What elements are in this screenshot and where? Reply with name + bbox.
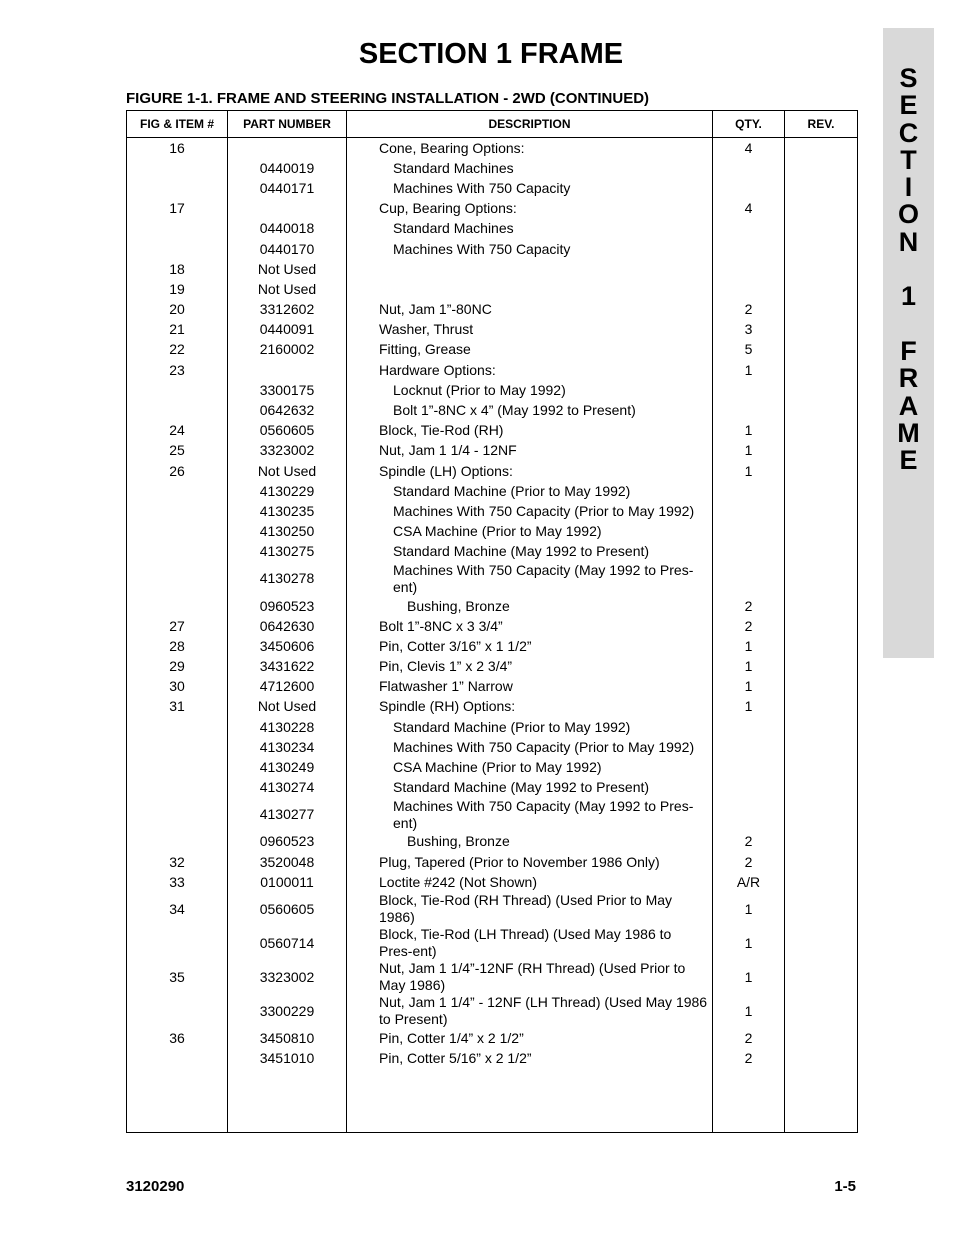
table-row [127, 616, 858, 636]
rev-cell [785, 138, 858, 159]
part-number-cell: 4130274 [228, 778, 347, 798]
item-number-cell: 21 [127, 320, 228, 340]
side-tab-letter: O [897, 199, 919, 230]
part-number-cell: 0642630 [228, 616, 347, 636]
description-cell: Cone, Bearing Options: [347, 138, 713, 159]
side-tab-letter: F [900, 335, 917, 366]
figure-caption: FIGURE 1-1. FRAME AND STEERING INSTALLATION - 2WD (CONTINUED) [126, 90, 650, 107]
description-cell: Standard Machines [347, 219, 713, 239]
description-cell: Block, Tie-Rod (RH Thread) (Used Prior to May 1986) [347, 892, 713, 926]
qty-cell [713, 158, 785, 178]
part-number-cell: 4130249 [228, 757, 347, 777]
rev-cell [785, 717, 858, 737]
qty-cell: 1 [713, 421, 785, 441]
qty-cell: 1 [713, 657, 785, 677]
part-number-cell: 3450606 [228, 636, 347, 656]
qty-cell [713, 562, 785, 596]
table-row [127, 138, 858, 159]
qty-cell [713, 522, 785, 542]
item-number-cell [127, 501, 228, 521]
qty-cell: A/R [713, 872, 785, 892]
qty-cell [713, 239, 785, 259]
item-number-cell: 20 [127, 300, 228, 320]
part-number-cell: 4712600 [228, 677, 347, 697]
part-number-cell: 4130275 [228, 542, 347, 562]
qty-cell: 4 [713, 199, 785, 219]
table-row [127, 1028, 858, 1048]
description-cell: Nut, Jam 1 1/4”-12NF (RH Thread) (Used Prior to May 1986) [347, 960, 713, 994]
part-number-cell: 0440018 [228, 219, 347, 239]
rev-cell [785, 697, 858, 717]
side-tab-letter: I [904, 172, 913, 203]
filler-cell [127, 1069, 228, 1133]
description-cell: Machines With 750 Capacity [347, 239, 713, 259]
part-number-cell: 3450810 [228, 1028, 347, 1048]
rev-cell [785, 421, 858, 441]
item-number-cell: 30 [127, 677, 228, 697]
qty-cell: 3 [713, 320, 785, 340]
rev-cell [785, 522, 858, 542]
part-number-cell: Not Used [228, 697, 347, 717]
part-number-cell: 3451010 [228, 1049, 347, 1069]
part-number-cell: 4130228 [228, 717, 347, 737]
description-cell: Nut, Jam 1 1/4” - 12NF (LH Thread) (Used May 1986 to Present) [347, 994, 713, 1028]
qty-cell [713, 400, 785, 420]
item-number-cell [127, 926, 228, 960]
item-number-cell: 27 [127, 616, 228, 636]
side-tab-letter: E [899, 90, 918, 121]
table-row [127, 960, 858, 994]
table-header-row [127, 111, 858, 138]
qty-cell [713, 542, 785, 562]
qty-cell: 1 [713, 461, 785, 481]
qty-cell [713, 757, 785, 777]
table-row [127, 340, 858, 360]
description-cell: Pin, Clevis 1” x 2 3/4” [347, 657, 713, 677]
description-cell: Bolt 1”-8NC x 3 3/4” [347, 616, 713, 636]
qty-cell: 1 [713, 994, 785, 1028]
part-number-cell: 0440019 [228, 158, 347, 178]
rev-cell [785, 562, 858, 596]
rev-cell [785, 778, 858, 798]
description-cell: Standard Machines [347, 158, 713, 178]
part-number-cell: 4130250 [228, 522, 347, 542]
qty-cell: 2 [713, 852, 785, 872]
header-description: DESCRIPTION [347, 111, 713, 138]
description-cell: Machines With 750 Capacity (Prior to May 1992) [347, 737, 713, 757]
description-cell: CSA Machine (Prior to May 1992) [347, 757, 713, 777]
part-number-cell [228, 138, 347, 159]
qty-cell [713, 501, 785, 521]
item-number-cell: 32 [127, 852, 228, 872]
item-number-cell: 31 [127, 697, 228, 717]
description-cell: Block, Tie-Rod (LH Thread) (Used May 1986 to Pres-ent) [347, 926, 713, 960]
rev-cell [785, 798, 858, 832]
part-number-cell: 3300175 [228, 380, 347, 400]
table-row [127, 798, 858, 832]
table-row [127, 360, 858, 380]
rev-cell [785, 400, 858, 420]
rev-cell [785, 501, 858, 521]
item-number-cell [127, 178, 228, 198]
header-qty: QTY. [713, 111, 785, 138]
item-number-cell: 16 [127, 138, 228, 159]
part-number-cell: 0440170 [228, 239, 347, 259]
part-number-cell: 3520048 [228, 852, 347, 872]
table-row [127, 441, 858, 461]
table-row [127, 697, 858, 717]
item-number-cell [127, 737, 228, 757]
rev-cell [785, 832, 858, 852]
rev-cell [785, 300, 858, 320]
rev-cell [785, 892, 858, 926]
header-rev: REV. [785, 111, 858, 138]
qty-cell: 2 [713, 300, 785, 320]
part-number-cell: 3312602 [228, 300, 347, 320]
description-cell: Nut, Jam 1 1/4 - 12NF [347, 441, 713, 461]
description-cell: Fitting, Grease [347, 340, 713, 360]
table-row [127, 926, 858, 960]
item-number-cell: 33 [127, 872, 228, 892]
part-number-cell: 3431622 [228, 657, 347, 677]
item-number-cell [127, 778, 228, 798]
rev-cell [785, 259, 858, 279]
table-row [127, 737, 858, 757]
qty-cell [713, 737, 785, 757]
side-tab-letter: 1 [900, 281, 917, 312]
item-number-cell: 19 [127, 279, 228, 299]
part-number-cell: 0560714 [228, 926, 347, 960]
qty-cell: 1 [713, 960, 785, 994]
item-number-cell [127, 542, 228, 562]
item-number-cell [127, 239, 228, 259]
table-row [127, 677, 858, 697]
part-number-cell [228, 199, 347, 219]
item-number-cell [127, 400, 228, 420]
table-row [127, 300, 858, 320]
part-number-cell: 4130278 [228, 562, 347, 596]
qty-cell: 1 [713, 441, 785, 461]
filler-cell [713, 1069, 785, 1133]
item-number-cell: 18 [127, 259, 228, 279]
qty-cell: 2 [713, 832, 785, 852]
filler-cell [347, 1069, 713, 1133]
description-cell: Pin, Cotter 5/16” x 2 1/2” [347, 1049, 713, 1069]
table-row [127, 501, 858, 521]
item-number-cell [127, 219, 228, 239]
part-number-cell: 0560605 [228, 892, 347, 926]
description-cell: CSA Machine (Prior to May 1992) [347, 522, 713, 542]
qty-cell: 1 [713, 636, 785, 656]
item-number-cell [127, 994, 228, 1028]
description-cell: Block, Tie-Rod (RH) [347, 421, 713, 441]
item-number-cell [127, 562, 228, 596]
table-row [127, 778, 858, 798]
part-number-cell: 3323002 [228, 441, 347, 461]
item-number-cell: 34 [127, 892, 228, 926]
description-cell: Plug, Tapered (Prior to November 1986 Only) [347, 852, 713, 872]
table-row [127, 158, 858, 178]
side-tab-letter: R [898, 363, 919, 394]
qty-cell [713, 380, 785, 400]
rev-cell [785, 1049, 858, 1069]
qty-cell: 1 [713, 677, 785, 697]
item-number-cell [127, 832, 228, 852]
item-number-cell [127, 158, 228, 178]
rev-cell [785, 657, 858, 677]
table-row [127, 892, 858, 926]
parts-table [126, 110, 858, 1133]
table-row [127, 832, 858, 852]
table-filler-row [127, 1069, 858, 1133]
table-row [127, 178, 858, 198]
rev-cell [785, 1028, 858, 1048]
qty-cell: 1 [713, 697, 785, 717]
item-number-cell: 23 [127, 360, 228, 380]
page-title: SECTION 1 FRAME [358, 38, 624, 70]
description-cell: Cup, Bearing Options: [347, 199, 713, 219]
part-number-cell: Not Used [228, 279, 347, 299]
table-row [127, 421, 858, 441]
qty-cell [713, 219, 785, 239]
item-number-cell: 36 [127, 1028, 228, 1048]
item-number-cell: 35 [127, 960, 228, 994]
side-tab-letter: N [898, 226, 919, 257]
part-number-cell: 4130277 [228, 798, 347, 832]
part-number-cell: 4130229 [228, 481, 347, 501]
part-number-cell: 0642632 [228, 400, 347, 420]
description-cell: Standard Machine (Prior to May 1992) [347, 481, 713, 501]
table-row [127, 400, 858, 420]
qty-cell: 2 [713, 1028, 785, 1048]
qty-cell [713, 259, 785, 279]
side-tab-letter: M [897, 417, 920, 448]
filler-cell [228, 1069, 347, 1133]
part-number-cell: 4130234 [228, 737, 347, 757]
rev-cell [785, 994, 858, 1028]
description-cell: Spindle (LH) Options: [347, 461, 713, 481]
description-cell: Hardware Options: [347, 360, 713, 380]
description-cell: Pin, Cotter 3/16” x 1 1/2” [347, 636, 713, 656]
description-cell: Standard Machine (May 1992 to Present) [347, 542, 713, 562]
rev-cell [785, 199, 858, 219]
header-part-number: PART NUMBER [228, 111, 347, 138]
part-number-cell: 4130235 [228, 501, 347, 521]
item-number-cell: 26 [127, 461, 228, 481]
qty-cell: 1 [713, 360, 785, 380]
part-number-cell: 0440171 [228, 178, 347, 198]
description-cell [347, 279, 713, 299]
qty-cell [713, 178, 785, 198]
description-cell: Bolt 1”-8NC x 4” (May 1992 to Present) [347, 400, 713, 420]
filler-cell [785, 1069, 858, 1133]
table-row [127, 239, 858, 259]
item-number-cell [127, 798, 228, 832]
rev-cell [785, 380, 858, 400]
rev-cell [785, 178, 858, 198]
description-cell: Machines With 750 Capacity [347, 178, 713, 198]
rev-cell [785, 360, 858, 380]
rev-cell [785, 239, 858, 259]
table-row [127, 1049, 858, 1069]
table-row [127, 461, 858, 481]
item-number-cell [127, 1049, 228, 1069]
qty-cell: 2 [713, 596, 785, 616]
part-number-cell: Not Used [228, 259, 347, 279]
page-number: 1-5 [834, 1178, 856, 1195]
qty-cell [713, 778, 785, 798]
part-number-cell: Not Used [228, 461, 347, 481]
side-tab-letter: A [898, 390, 919, 421]
qty-cell [713, 481, 785, 501]
description-cell: Bushing, Bronze [347, 832, 713, 852]
item-number-cell: 25 [127, 441, 228, 461]
rev-cell [785, 616, 858, 636]
description-cell: Machines With 750 Capacity (Prior to May 1992) [347, 501, 713, 521]
item-number-cell: 24 [127, 421, 228, 441]
side-tab-letter: C [898, 117, 919, 148]
table-row [127, 542, 858, 562]
item-number-cell [127, 380, 228, 400]
table-row [127, 481, 858, 501]
rev-cell [785, 441, 858, 461]
rev-cell [785, 677, 858, 697]
item-number-cell: 17 [127, 199, 228, 219]
item-number-cell [127, 596, 228, 616]
description-cell: Standard Machine (May 1992 to Present) [347, 778, 713, 798]
description-cell: Pin, Cotter 1/4” x 2 1/2” [347, 1028, 713, 1048]
description-cell: Standard Machine (Prior to May 1992) [347, 717, 713, 737]
rev-cell [785, 636, 858, 656]
rev-cell [785, 320, 858, 340]
description-cell: Flatwasher 1” Narrow [347, 677, 713, 697]
qty-cell [713, 717, 785, 737]
doc-number: 3120290 [126, 1178, 185, 1195]
description-cell [347, 259, 713, 279]
item-number-cell [127, 522, 228, 542]
qty-cell: 4 [713, 138, 785, 159]
description-cell: Loctite #242 (Not Shown) [347, 872, 713, 892]
part-number-cell: 0960523 [228, 832, 347, 852]
item-number-cell [127, 481, 228, 501]
rev-cell [785, 542, 858, 562]
item-number-cell [127, 757, 228, 777]
table-row [127, 199, 858, 219]
description-cell: Spindle (RH) Options: [347, 697, 713, 717]
item-number-cell: 22 [127, 340, 228, 360]
rev-cell [785, 960, 858, 994]
table-row [127, 522, 858, 542]
part-number-cell: 2160002 [228, 340, 347, 360]
table-row [127, 279, 858, 299]
rev-cell [785, 926, 858, 960]
description-cell: Machines With 750 Capacity (May 1992 to Pres-ent) [347, 798, 713, 832]
rev-cell [785, 219, 858, 239]
rev-cell [785, 461, 858, 481]
description-cell: Machines With 750 Capacity (May 1992 to Pres-ent) [347, 562, 713, 596]
rev-cell [785, 340, 858, 360]
side-tab-letter: S [899, 63, 918, 93]
side-tab-letter: E [899, 445, 918, 476]
section-side-tab [883, 28, 934, 658]
item-number-cell [127, 717, 228, 737]
part-number-cell: 0960523 [228, 596, 347, 616]
rev-cell [785, 596, 858, 616]
part-number-cell: 3323002 [228, 960, 347, 994]
table-row [127, 872, 858, 892]
header-fig-item: FIG & ITEM # [127, 111, 228, 138]
item-number-cell: 28 [127, 636, 228, 656]
table-row [127, 562, 858, 596]
qty-cell: 2 [713, 616, 785, 636]
table-row [127, 596, 858, 616]
part-number-cell: 0100011 [228, 872, 347, 892]
qty-cell [713, 279, 785, 299]
rev-cell [785, 872, 858, 892]
rev-cell [785, 481, 858, 501]
table-row [127, 852, 858, 872]
part-number-cell: 3300229 [228, 994, 347, 1028]
rev-cell [785, 852, 858, 872]
qty-cell [713, 798, 785, 832]
description-cell: Washer, Thrust [347, 320, 713, 340]
qty-cell: 1 [713, 892, 785, 926]
part-number-cell: 0560605 [228, 421, 347, 441]
table-row [127, 636, 858, 656]
table-row [127, 757, 858, 777]
table-row [127, 259, 858, 279]
table-row [127, 717, 858, 737]
rev-cell [785, 757, 858, 777]
side-tab-letter: T [900, 144, 917, 175]
table-row [127, 380, 858, 400]
rev-cell [785, 279, 858, 299]
rev-cell [785, 158, 858, 178]
description-cell: Bushing, Bronze [347, 596, 713, 616]
part-number-cell [228, 360, 347, 380]
description-cell: Nut, Jam 1”-80NC [347, 300, 713, 320]
rev-cell [785, 737, 858, 757]
qty-cell: 1 [713, 926, 785, 960]
part-number-cell: 0440091 [228, 320, 347, 340]
table-row [127, 994, 858, 1028]
item-number-cell: 29 [127, 657, 228, 677]
table-row [127, 219, 858, 239]
table-row [127, 320, 858, 340]
table-row [127, 657, 858, 677]
description-cell: Locknut (Prior to May 1992) [347, 380, 713, 400]
qty-cell: 2 [713, 1049, 785, 1069]
qty-cell: 5 [713, 340, 785, 360]
